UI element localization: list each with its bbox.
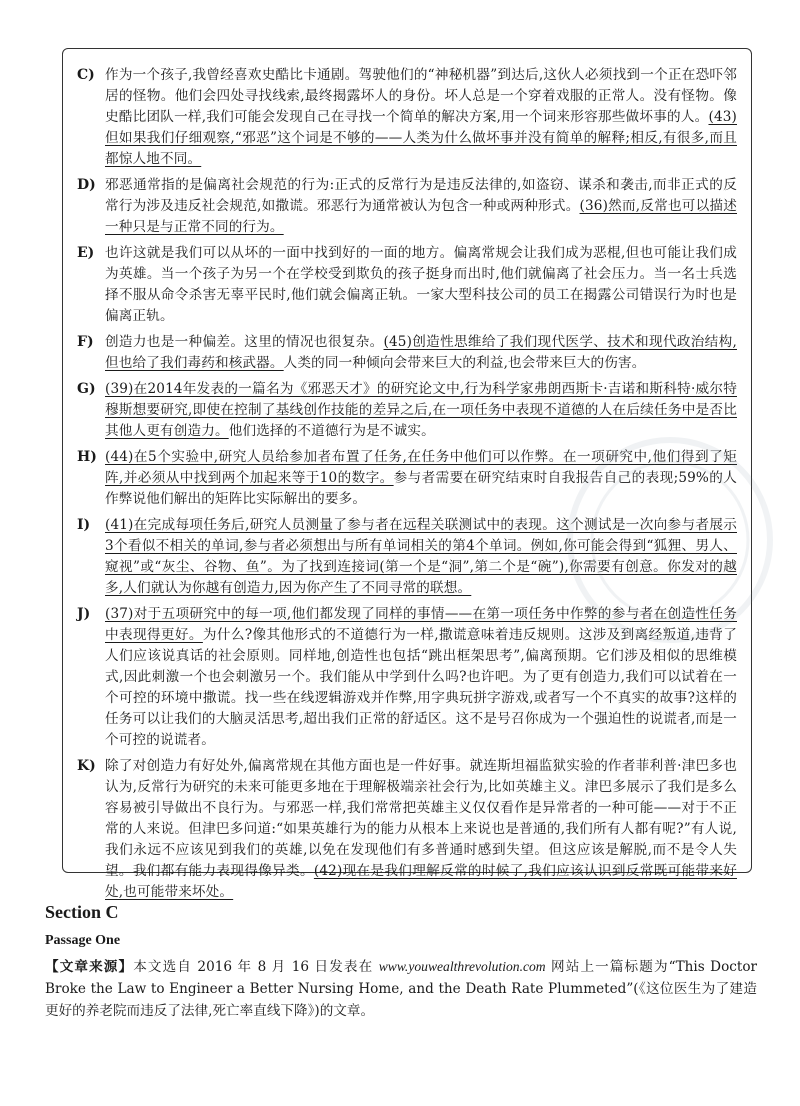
text-segment: 为什么?像其他形式的不道德行为一样,撒谎意味着违反规则。这涉及到离经叛道,违背了人们应该说真话的社会原则。同样地,创造性也包括“跳出框架思考”,偏离预期。它们涉及相似的思维模式,因此刺激一个也会刺激另一个。我们能从中学到什么吗?也许吧。为了更有创造力,我们可以试着在一个可控的环境中撒谎。找一些在线逻辑游戏并作弊,用字典玩拼字游戏,或者写一个不真实的故事?这样的任务可以让我们的大脑灵活思考,超出我们正常的舒适区。这不是号召你成为一个强迫性的说谎者,而是一个可控的说谎者。: [105, 627, 737, 748]
paragraph: [77, 175, 737, 238]
underlined-answer-sentence: (43)但如果我们仔细观察,“邪恶”这个词是不够的——人类为什么做坏事并没有简单的解释;相反,有很多,而且都惊人地不同。: [105, 109, 737, 167]
text-segment: 人类的同一种倾向会带来巨大的利益,也会带来巨大的伤害。: [283, 355, 646, 371]
underlined-answer-sentence: (37)对于五项研究中的每一项,他们都发现了同样的事情——在第一项任务中作弊的参与者在创造性任务中表现得更好。: [105, 606, 737, 643]
paragraph-text: [105, 447, 737, 510]
paragraph: [77, 515, 737, 599]
underlined-answer-sentence: (41)在完成每项任务后,研究人员测量了参与者在远程关联测试中的表现。这个测试是一次向参与者展示3个看似不相关的单词,参与者必须想出与所有单词相关的第4个单词。例如,你可能会得到“狐狸、男人、窥视”或“灰尘、谷物、鱼”。为了找到连接词(第一个是“洞”,第二个是“碗”),你需要有创意。你发对的越多,人们就认为你越有创造力,因为你产生了不同寻常的联想。: [105, 517, 737, 596]
underlined-answer-sentence: (44)在5个实验中,研究人员给参加者布置了任务,在任务中他们可以作弊。在一项研究中,他们得到了矩阵,并必须从中找到两个加起来等于10的数字。: [105, 449, 737, 486]
section-heading: Section C: [45, 902, 119, 922]
paragraph-label: K): [77, 758, 96, 774]
paragraph-text: [105, 175, 737, 238]
source-tag: 【文章来源】: [45, 959, 134, 975]
source-text-post: 网站上一篇标题为“This Doctor Broke the Law to Engineer a Better Nursing Home, and the Death Rate Plummeted”(《这位医生为了建造更好的养老院而违反了法律,死亡率直线下降》)的文章。: [45, 959, 758, 1019]
paragraph: [77, 65, 737, 170]
paragraph: [77, 447, 737, 510]
paragraph: [77, 379, 737, 442]
text-segment: 邪恶通常指的是偏离社会规范的行为:正式的反常行为是违反法律的,如盗窃、谋杀和袭击,而非正式的反常行为涉及违反社会规范,如撒谎。邪恶行为通常被认为包含一种或两种形式。: [105, 177, 737, 214]
source-note: [45, 956, 757, 1022]
paragraph-label: F): [77, 334, 94, 350]
paragraph-text: [105, 604, 737, 751]
paragraph-label: E): [77, 245, 95, 261]
passage-heading: Passage One: [45, 933, 121, 948]
underlined-answer-sentence: (42)现在是我们理解反常的时候了,我们应该认识到反常既可能带来好处,也可能带来坏处。: [105, 863, 737, 900]
paragraph-text: [105, 379, 737, 442]
paragraph-text: [105, 756, 737, 903]
text-segment: 作为一个孩子,我曾经喜欢史酷比卡通剧。驾驶他们的“神秘机器”到达后,这伙人必须找到一个正在恐吓邻居的怪物。他们会四处寻找线索,最终揭露坏人的身份。坏人总是一个穿着戏服的正常人。没有怪物。像史酷比团队一样,我们可能会发现自己在寻找一个简单的解决方案,用一个词来形容那些做坏事的人。: [105, 67, 737, 125]
paragraph: [77, 756, 737, 903]
underlined-answer-sentence: (39)在2014年发表的一篇名为《邪恶天才》的研究论文中,行为科学家弗朗西斯卡·吉诺和斯科特·威尔特穆斯想要研究,即使在控制了基线创作技能的差异之后,在一项任务中表现不道德的人在后续任务中是否比其他人更有创造力。: [105, 381, 737, 439]
paragraph: [77, 604, 737, 751]
source-text-pre: 本文选自 2016 年 8 月 16 日发表在: [133, 959, 379, 975]
paragraph-label: G): [77, 381, 96, 397]
paragraph-label: J): [77, 606, 91, 622]
paragraph-label: D): [77, 177, 96, 193]
underlined-answer-sentence: (45)创造性思维给了我们现代医学、技术和现代政治结构,但也给了我们毒药和核武器。: [105, 334, 737, 371]
underlined-answer-sentence: (36)然而,反常也可以描述一种只是与正常不同的行为。: [105, 198, 737, 235]
paragraph-text: [105, 515, 737, 599]
paragraph-label: H): [77, 449, 97, 465]
paragraph-box: [62, 48, 752, 900]
paragraph: [77, 332, 737, 374]
text-segment: 也许这就是我们可以从坏的一面中找到好的一面的地方。偏离常规会让我们成为恶棍,但也可能让我们成为英雄。当一个孩子为另一个在学校受到欺负的孩子挺身而出时,他们就偏离了社会压力。当一名士兵选择不服从命令杀害无辜平民时,他们就会偏离正轨。一家大型科技公司的员工在揭露公司错误行为时也是偏离正轨。: [105, 245, 737, 324]
paragraph-text: [105, 65, 737, 170]
text-segment: 除了对创造力有好处外,偏离常规在其他方面也是一件好事。就连斯坦福监狱实验的作者菲利普·津巴多也认为,反常行为研究的未来可能更多地在于理解极端亲社会行为,比如英雄主义。津巴多展示了我们是多么容易被引导做出不良行为。与邪恶一样,我们常常把英雄主义仅仅看作是异常者的一种可能——对于不正常的人来说。但津巴多问道:“如果英雄行为的能力从根本上来说也是普通的,我们所有人都有呢?”有人说,我们永远不应该见到我们的英雄,以免在发现他们有多普通时感到失望。但这应该是解脱,而不是令人失望。我们都有能力表现得像异类。: [105, 758, 737, 879]
paragraph-text: [105, 332, 737, 374]
paragraph: [77, 243, 737, 327]
text-segment: 他们选择的不道德行为是不诚实。: [228, 423, 435, 439]
text-segment: 创造力也是一种偏差。这里的情况也很复杂。: [105, 334, 384, 350]
paragraph-text: [105, 243, 737, 327]
paragraph-label: I): [77, 517, 91, 533]
text-segment: 参与者需要在研究结束时自我报告自己的表现;59%的人作弊说他们解出的矩阵比实际解出的要多。: [105, 470, 737, 507]
paragraph-label: C): [77, 67, 95, 83]
source-site: www.youwealthrevolution.com: [378, 959, 546, 974]
